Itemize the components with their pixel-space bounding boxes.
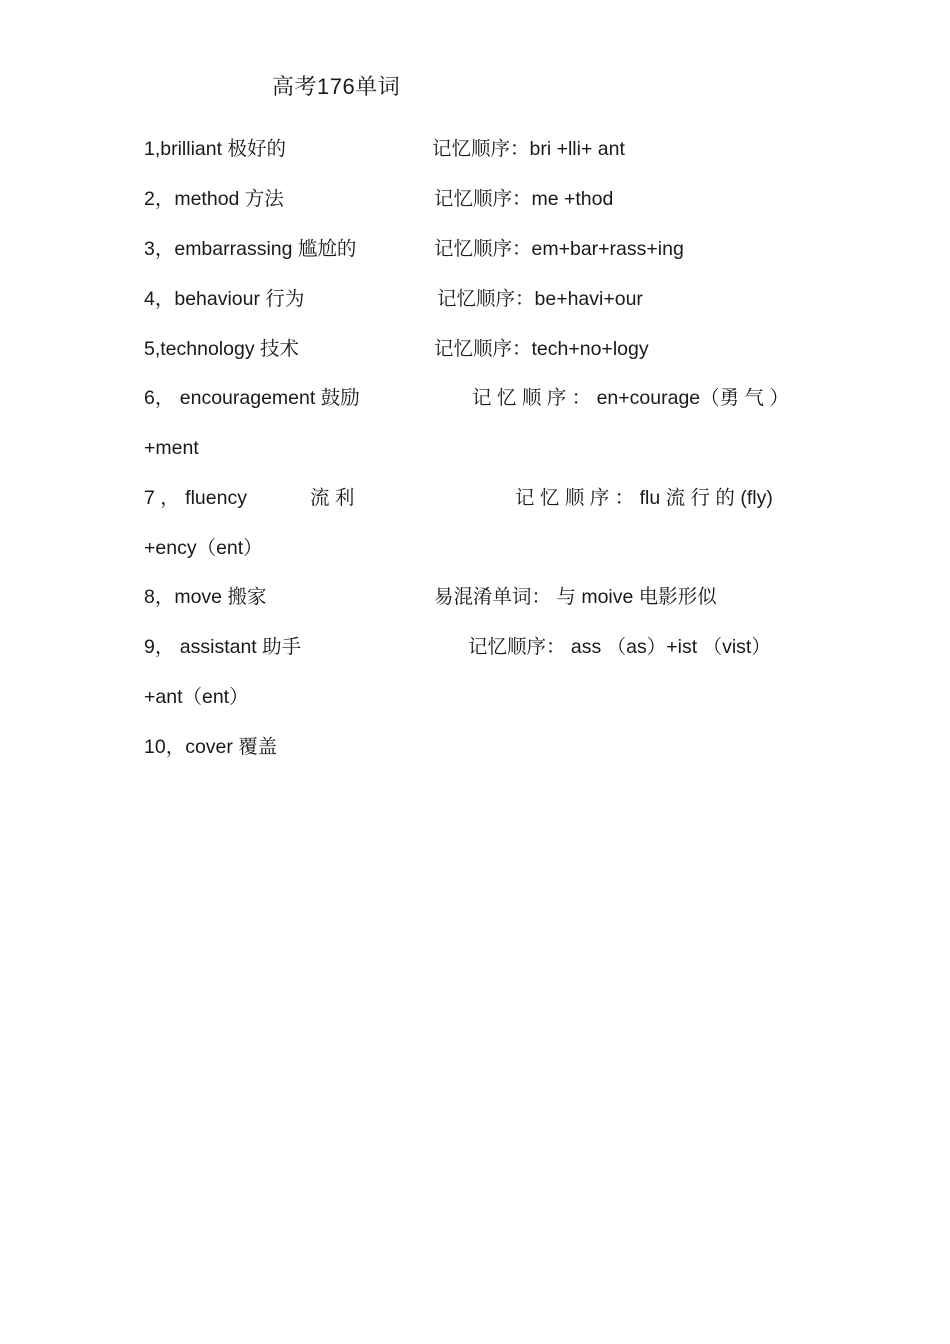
entry-4-memory: 记忆顺序：be+havi+our	[437, 288, 643, 310]
entry-2-memory: 记忆顺序：me +thod	[434, 188, 614, 210]
entry-5-memory: 记忆顺序：tech+no+logy	[434, 338, 649, 360]
entry-4-word: 4，behaviour 行为	[144, 288, 305, 310]
page-title: 高考176单词	[272, 74, 401, 99]
entry-8-memory: 易混淆单词： 与 moive 电影形似	[434, 586, 717, 608]
entry-1-word: 1,brilliant 极好的	[144, 138, 286, 160]
entry-6-memory: 记 忆 顺 序 ： en+courage（勇 气 ）	[472, 387, 789, 409]
entry-7-meaning: 流 利	[310, 487, 355, 509]
entry-7-continuation: +ency（ent）	[144, 537, 263, 559]
entry-6-continuation: +ment	[144, 437, 199, 459]
entry-7-memory: 记 忆 顺 序 ： flu 流 行 的 (fly)	[515, 487, 773, 509]
entry-3-memory: 记忆顺序：em+bar+rass+ing	[434, 238, 684, 260]
entry-6-word: 6， encouragement 鼓励	[144, 387, 360, 409]
entry-3-word: 3，embarrassing 尴尬的	[144, 238, 357, 260]
entry-10-word: 10，cover 覆盖	[144, 736, 278, 758]
entry-8-word: 8，move 搬家	[144, 586, 267, 608]
entry-9-continuation: +ant（ent）	[144, 686, 249, 708]
entry-7-word: 7 ， fluency	[144, 487, 247, 509]
entry-1-memory: 记忆顺序：bri +lli+ ant	[432, 138, 625, 160]
entry-5-word: 5,technology 技术	[144, 338, 300, 360]
entry-9-memory: 记忆顺序： ass （as）+ist （vist）	[468, 636, 771, 658]
entry-2-word: 2，method 方法	[144, 188, 284, 210]
entry-9-word: 9， assistant 助手	[144, 636, 302, 658]
